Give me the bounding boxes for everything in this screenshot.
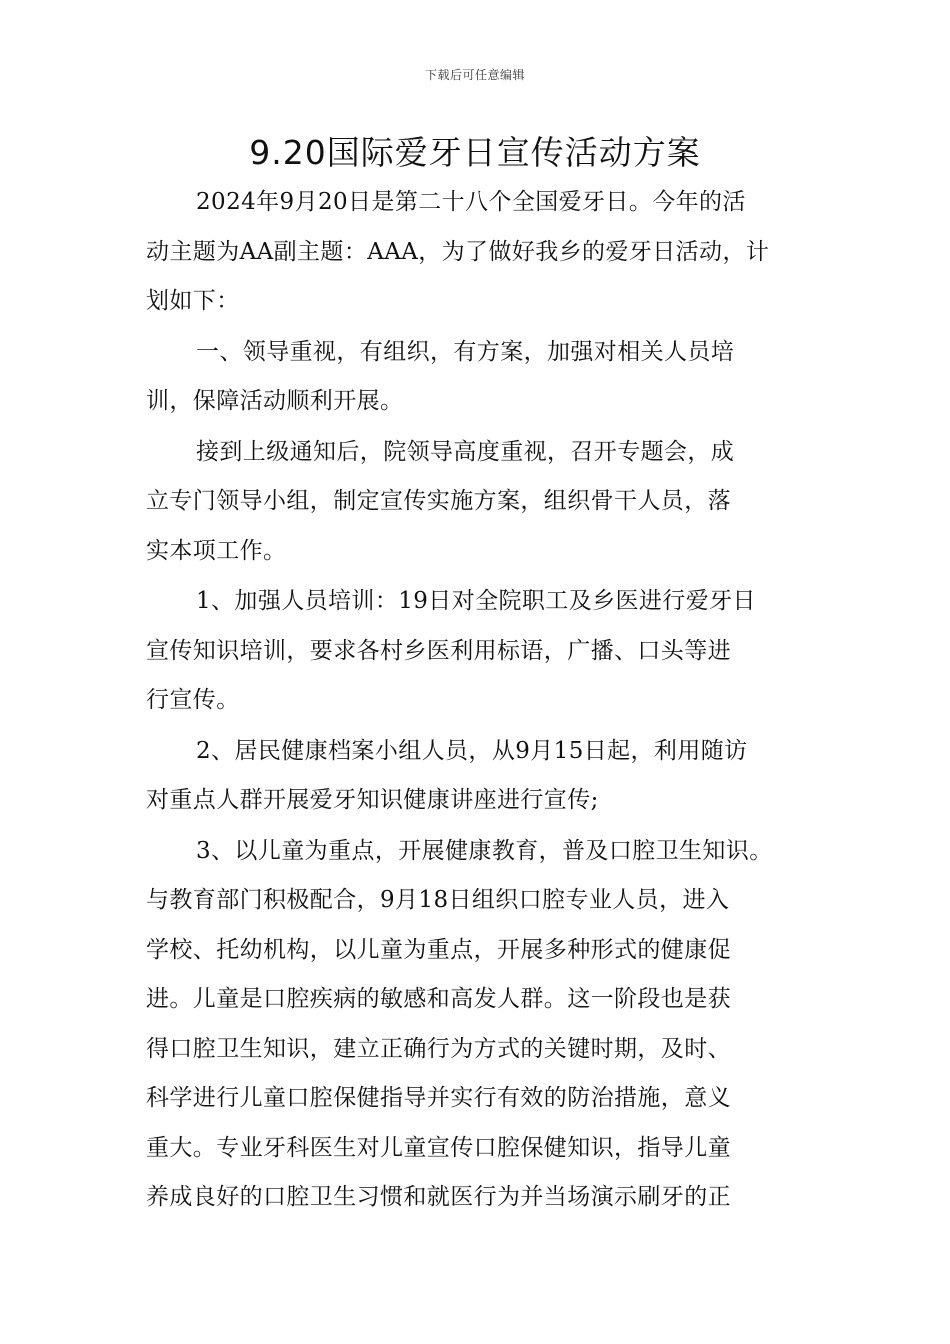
paragraph-intro <box>146 178 836 327</box>
text-line: 重大。专业牙科医生对儿童宣传口腔保健知识，指导儿童 <box>146 1134 731 1161</box>
text-line: 2、居民健康档案小组人员，从9月15日起，利用随访 <box>196 737 748 764</box>
text-line: 科学进行儿童口腔保健指导并实行有效的防治措施，意义 <box>146 1085 731 1111</box>
text-line: 养成良好的口腔卫生习惯和就医行为并当场演示刷牙的正 <box>146 1184 731 1210</box>
text-line: 划如下： <box>146 288 240 314</box>
text-line: 训，保障活动顺利开展。 <box>146 388 404 414</box>
text-line: 3、以儿童为重点，开展健康教育，普及口腔卫生知识。 <box>196 837 773 864</box>
paragraph-notice <box>146 428 836 577</box>
header-note: 下载后可任意编辑 <box>424 68 525 82</box>
paragraph-section-one <box>146 328 836 427</box>
text-line: 对重点人群开展爱牙知识健康讲座进行宣传; <box>146 787 599 813</box>
text-line: 进。儿童是口腔疾病的敏感和高发人群。这一阶段也是获 <box>146 986 731 1012</box>
paragraph-item-1 <box>146 577 836 726</box>
text-line: 立专门领导小组，制定宣传实施方案，组织骨干人员，落 <box>146 488 731 514</box>
document-title: 9.20国际爱牙日宣传活动方案 <box>249 133 701 172</box>
text-line: 一、领导重视，有组织，有方案，加强对相关人员培 <box>196 338 735 365</box>
paragraph-item-2 <box>146 727 836 826</box>
text-line: 动主题为AA副主题：AAA，为了做好我乡的爱牙日活动，计 <box>146 238 770 265</box>
text-line: 得口腔卫生知识，建立正确行为方式的关键时期，及时、 <box>146 1035 731 1062</box>
document-body <box>146 178 836 1224</box>
paragraph-item-3 <box>146 827 836 1223</box>
text-line: 1、加强人员培训：19日对全院职工及乡医进行爱牙日 <box>196 588 756 614</box>
text-line: 与教育部门积极配合，9月18日组织口腔专业人员，进入 <box>146 887 730 913</box>
text-line: 行宣传。 <box>146 687 240 713</box>
text-line: 2024年9月20日是第二十八个全国爱牙日。今年的活 <box>196 189 746 215</box>
text-line: 学校、托幼机构，以儿童为重点，开展多种形式的健康促 <box>146 936 731 963</box>
text-line: 接到上级通知后，院领导高度重视，召开专题会，成 <box>196 438 735 465</box>
text-line: 宣传知识培训，要求各村乡医利用标语，广播、口头等进 <box>146 637 731 664</box>
text-line: 实本项工作。 <box>146 537 287 564</box>
